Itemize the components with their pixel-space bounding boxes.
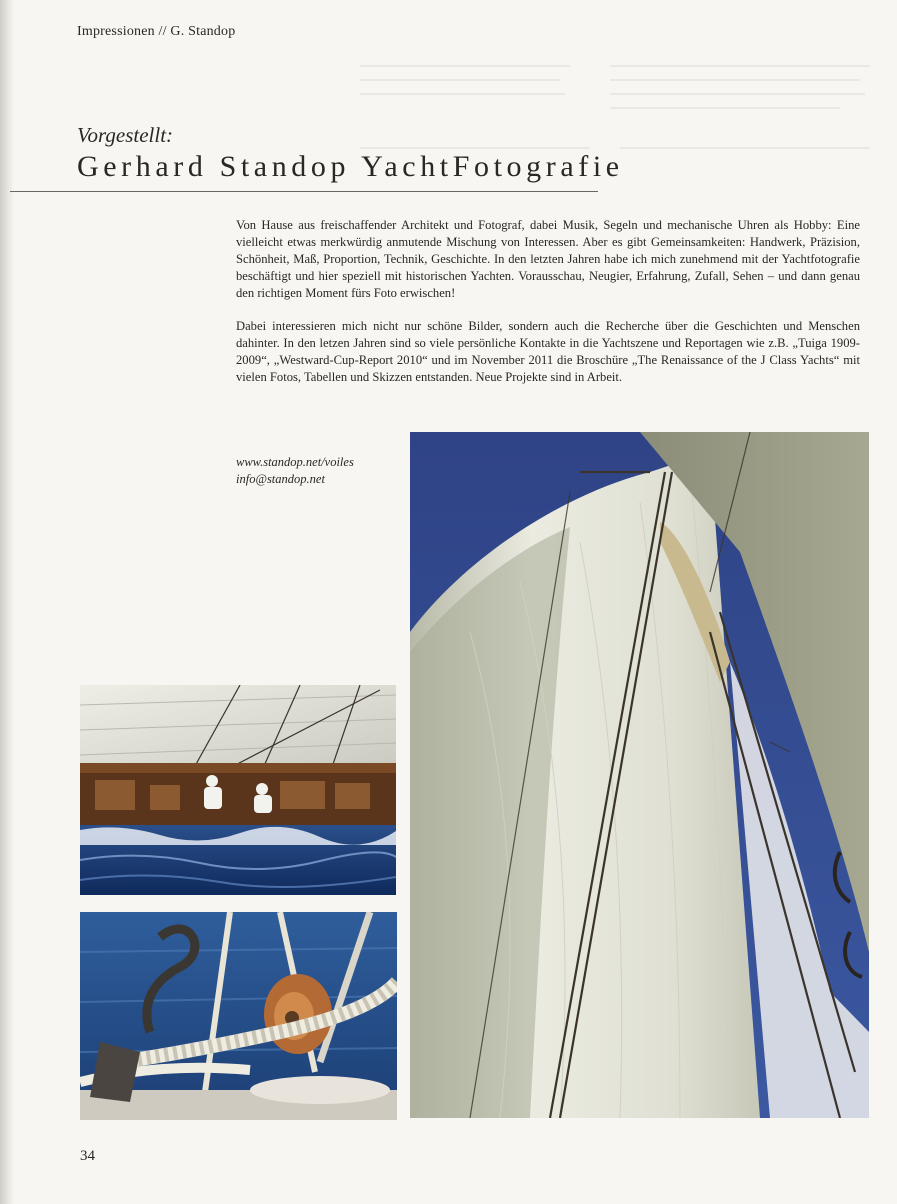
article-body xyxy=(236,217,860,402)
page-number: 34 xyxy=(80,1148,95,1164)
email-link[interactable]: info@standop.net xyxy=(236,472,325,486)
rigging-detail-illustration xyxy=(80,912,397,1120)
article-title: Gerhard Standop YachtFotografie xyxy=(77,150,624,183)
body-paragraph-2: Dabei interessieren mich nicht nur schöne Bilder, sondern auch die Recherche über die Geschichten und Menschen dahinter. In den letzen Jahren sind so viele persönliche Kontakte in die Yachtszene und Reportagen wie z.B. „Tuiga 1909-2009“, „Westward-Cup-Report 2010“ und im November 2011 die Broschüre „The Renaissance of the J Class Yachts“ mit vielen Fotos, Tabellen und Skizzen entstanden. Neue Projekte sind in Arbeit. xyxy=(236,319,860,384)
article-kicker: Vorgestellt: xyxy=(77,123,174,147)
photo-yacht-crew xyxy=(80,685,396,895)
yacht-crew-illustration xyxy=(80,685,396,895)
running-head: Impressionen // G. Standop xyxy=(77,24,236,39)
website-link[interactable]: www.standop.net/voiles xyxy=(236,455,354,469)
title-rule xyxy=(10,191,598,192)
large-sail-illustration xyxy=(410,432,869,1118)
photo-rigging-detail xyxy=(80,912,397,1120)
contact-links xyxy=(236,454,354,488)
photo-large-sail xyxy=(410,432,869,1118)
page-edge-shadow xyxy=(0,0,14,1204)
body-paragraph-1: Von Hause aus freischaffender Architekt und Fotograf, dabei Musik, Segeln und mechanische Uhren als Hobby: Eine vielleicht etwas merkwürdig anmutende Mischung von Interessen. Aber es gibt Gemeinsamkeiten: Handwerk, Präzision, Schönheit, Maß, Proportion, Technik, Geschichte. In den letzten Jahren habe ich mich zunehmend mit der Yachtfotografie beschäftigt und hier speziell mit historischen Yachten. Vorausschau, Neugier, Erfahrung, Zufall, Sehen – und dann genau den richtigen Moment fürs Foto erwischen! xyxy=(236,218,860,300)
